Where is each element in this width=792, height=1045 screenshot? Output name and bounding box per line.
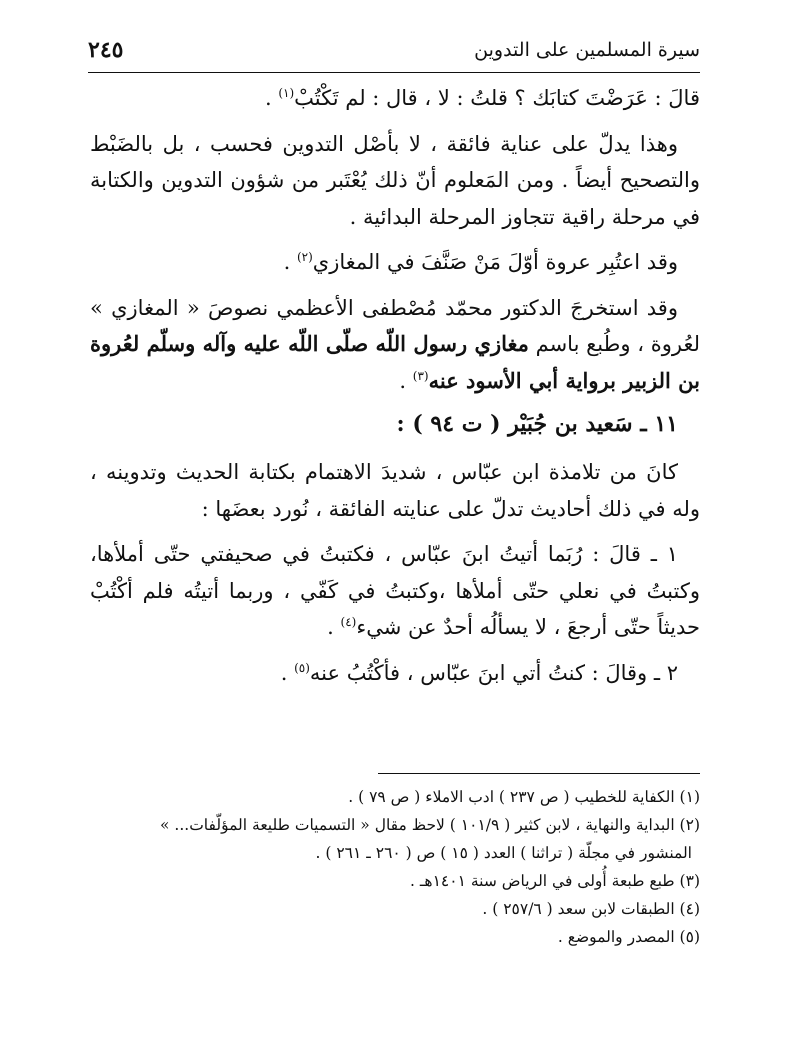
page-header (88, 30, 700, 70)
footnote-marker-1: (١) (278, 86, 295, 100)
footnote-marker-4: (٤) (340, 615, 357, 629)
footnote-marker-3: (٣) (412, 368, 429, 383)
main-text (90, 80, 700, 691)
paragraph-precision: وهذا يدلّ على عناية فائقة ، لا بأصْل التدوين فحسب ، بل بالضَبْط والتصحيح أيضاً . ومن المَعلوم أنّ ذلك يُعْتَبر من شؤون التدوين والكتابة في مرحلة راقية تتجاوز المرحلة البدائية . (90, 131, 700, 229)
paragraph-said: كانَ من تلامذة ابن عبّاس ، شديدَ الاهتمام بكتابة الحديث وتدوينه ، وله في ذلك أحاديث تدلّ على عنايته الفائقة ، نُورد بعضَها : (90, 460, 700, 521)
footnote-1: (١) الكفاية للخطيب ( ص ٢٣٧ ) ادب الاملاء ( ص ٧٩ ) . (348, 788, 700, 806)
paragraph-urwa (90, 244, 700, 281)
item-2-text: ٢ ـ وقالَ : كنتُ أتي ابنَ عبّاس ، فأكْتُبُ عنه (309, 660, 678, 685)
quote-line (90, 80, 700, 117)
running-title: سيرة المسلمين على التدوين (474, 39, 700, 61)
header-rule (88, 72, 700, 73)
quote-text: قالَ : عَرَضْتَ كتابَك ؟ قلتُ : لا ، قال : لم تَكْتُبْ (294, 86, 700, 110)
footnotes (90, 783, 700, 951)
page-number: ٢٤٥ (88, 37, 124, 63)
section-heading: ١١ ـ سَعيد بن جُبَيْر ( ت ٩٤ ) : (396, 411, 678, 437)
footnote-4: (٤) الطبقات لابن سعد ( ٢٥٧/٦ ) . (482, 900, 700, 918)
footnote-2-continued: المنشور في مجلّة ( تراثنا ) العدد ( ١٥ ) ص ( ٢٦٠ ـ ٢٦١ ) . (315, 844, 692, 862)
item-1-end: . (327, 615, 341, 639)
azami-text: وقد استخرجَ الدكتور محمّد مُصْطفى الأعظمي نصوصَ « المغازي » لعُروة ، وطُبع باسم (90, 295, 700, 356)
footnote-2: (٢) البداية والنهاية ، لابن كثير ( ١٠١/٩ ) لاحظ مقال « التسميات طليعة المؤلّفات... » (160, 816, 700, 834)
quote-end: . (264, 86, 279, 110)
footnote-marker-2: (٢) (296, 250, 313, 264)
book-title: مغازي رسول اللّه صلّى اللّه عليه وآله وسلّم لعُروة بن الزبير برواية أبي الأسود عنه (90, 331, 700, 393)
item-2-end: . (280, 660, 295, 685)
narration-item-1 (90, 536, 700, 646)
narration-item-2 (90, 655, 700, 692)
footnote-5: (٥) المصدر والموضع . (557, 928, 700, 946)
footnote-marker-5: (٥) (294, 660, 310, 675)
footnote-3: (٣) طبع طبعة أُولى في الرياض سنة ١٤٠١هـ . (410, 872, 700, 890)
azami-end: . (399, 368, 413, 393)
paragraph-azami (90, 290, 700, 400)
footnote-rule (378, 773, 700, 774)
urwa-text: وقد اعتُبِر عروة أوّلَ مَنْ صَنَّفَ في المغازي (312, 250, 678, 274)
urwa-end: . (283, 250, 297, 274)
item-1-text: ١ ـ قالَ : رُبَما أتيتُ ابنَ عبّاس ، فكتبتُ في صحيفتي حتّى أملأها، وكتبتُ في نعلي حتّى أملأها ،وكتبتُ في كَفّي ، وربما أتيتُه فلم أكْتُبْ حديثاً حتّى أرجعَ ، لا يسألُه أحدٌ عن شيء (90, 542, 700, 639)
